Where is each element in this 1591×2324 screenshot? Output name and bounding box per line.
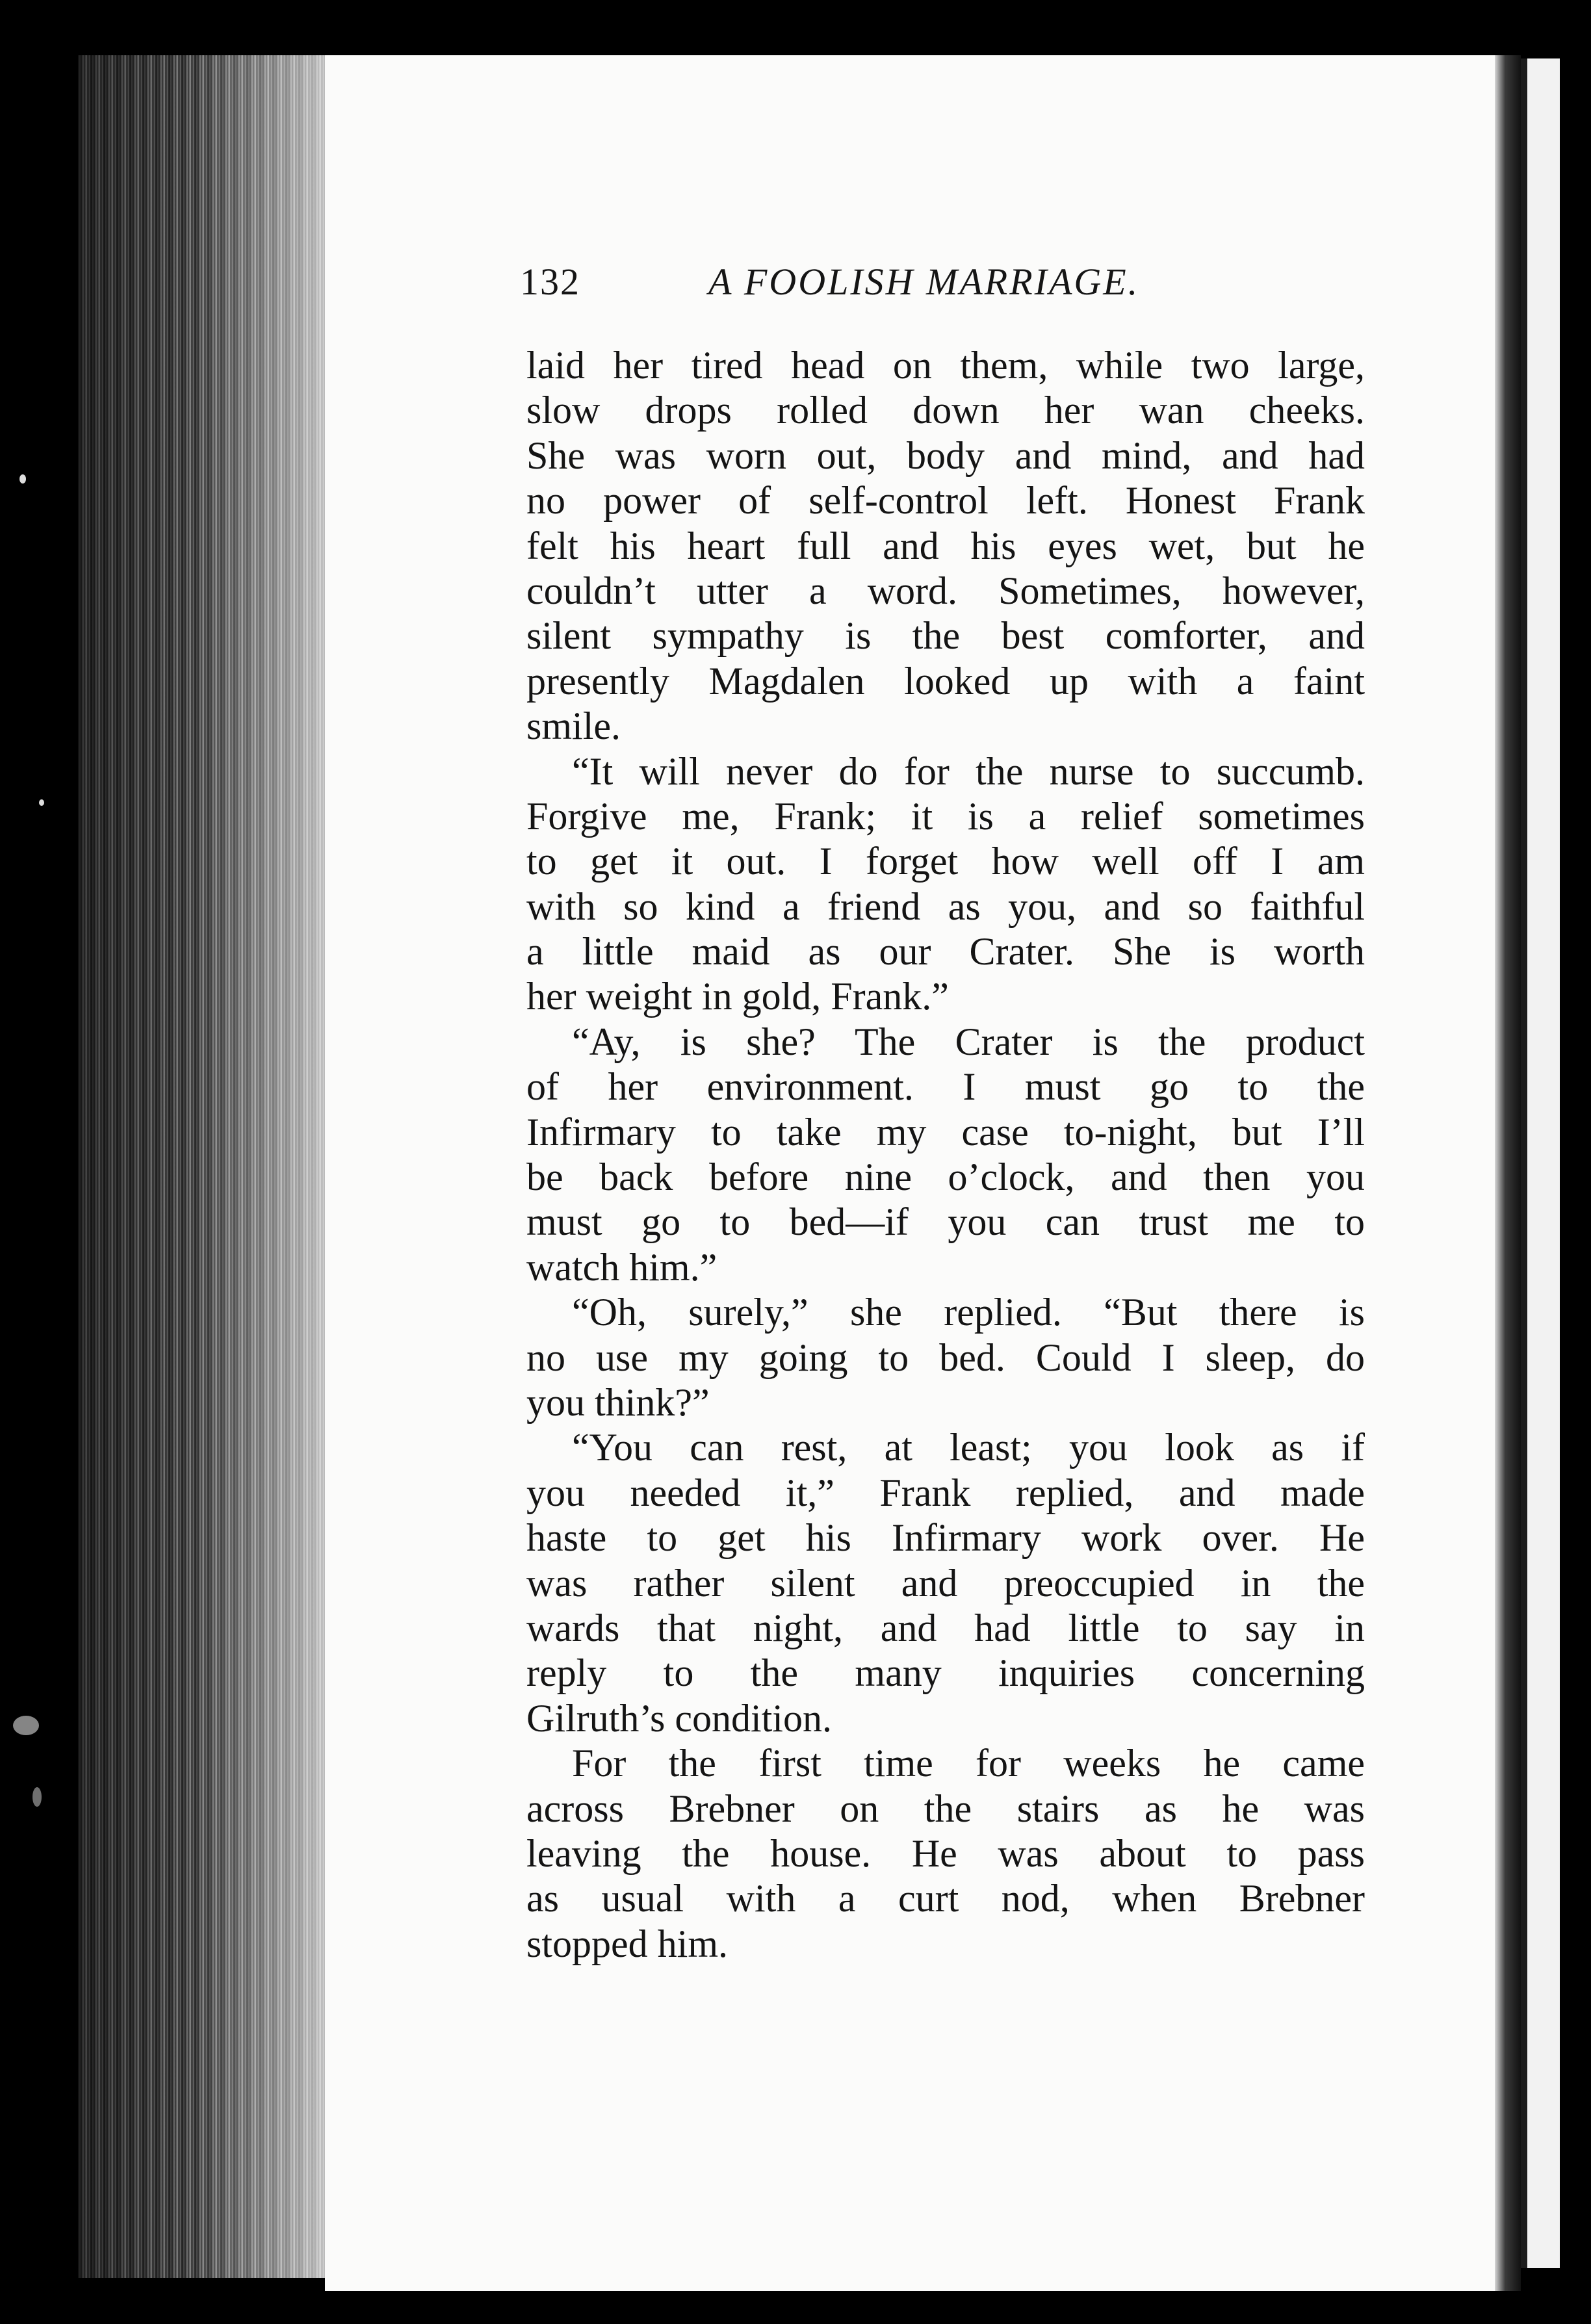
text-line: slow drops rolled down her wan cheeks. bbox=[526, 389, 1365, 432]
facing-page-edge bbox=[1521, 58, 1560, 2268]
text-line: leaving the house. He was about to pass bbox=[526, 1831, 1365, 1875]
text-line: “Ay, is she? The Crater is the product bbox=[572, 1020, 1365, 1063]
text-line: For the first time for weeks he came bbox=[572, 1742, 1365, 1785]
page-number: 132 bbox=[520, 261, 580, 303]
text-line: reply to the many inquiries concerning bbox=[526, 1651, 1365, 1695]
text-line: be back before nine o’clock, and then you bbox=[526, 1156, 1365, 1199]
running-head bbox=[520, 260, 1287, 318]
text-line: no power of self-control left. Honest Frank bbox=[526, 479, 1365, 523]
text-line: “It will never do for the nurse to succumb. bbox=[572, 749, 1365, 793]
text-line: must go to bed—if you can trust me to bbox=[526, 1200, 1365, 1244]
text-line: with so kind a friend as you, and so faithful bbox=[526, 884, 1365, 928]
text-line: Forgive me, Frank; it is a relief sometimes bbox=[526, 794, 1365, 838]
text-line: “You can rest, at least; you look as if bbox=[572, 1426, 1365, 1469]
body-text bbox=[526, 343, 1365, 1967]
text-line: presently Magdalen looked up with a faint bbox=[526, 659, 1365, 703]
text-line: haste to get his Infirmary work over. He bbox=[526, 1516, 1365, 1560]
scan-speck bbox=[13, 1716, 39, 1735]
text-line: watch him.” bbox=[526, 1245, 718, 1289]
text-line: her weight in gold, Frank.” bbox=[526, 975, 949, 1018]
text-line: felt his heart full and his eyes wet, but he bbox=[526, 524, 1365, 567]
text-line: Gilruth’s condition. bbox=[526, 1696, 832, 1740]
text-line: no use my going to bed. Could I sleep, do bbox=[526, 1336, 1365, 1379]
text-line: as usual with a curt nod, when Brebner bbox=[526, 1877, 1365, 1920]
text-line: couldn’t utter a word. Sometimes, however, bbox=[526, 569, 1365, 612]
text-line: you think?” bbox=[526, 1380, 710, 1424]
text-line: stopped him. bbox=[526, 1922, 728, 1965]
text-line: to get it out. I forget how well off I am bbox=[526, 840, 1365, 883]
text-line: smile. bbox=[526, 704, 621, 748]
scan-speck bbox=[39, 799, 44, 806]
text-line: silent sympathy is the best comforter, and bbox=[526, 614, 1365, 658]
text-line: laid her tired head on them, while two large, bbox=[526, 344, 1365, 387]
text-line: was rather silent and preoccupied in the bbox=[526, 1561, 1365, 1605]
scan-speck bbox=[19, 474, 26, 484]
text-line: “Oh, surely,” she replied. “But there is bbox=[572, 1291, 1365, 1334]
scan-speck bbox=[32, 1787, 42, 1807]
gutter-shadow bbox=[1495, 55, 1521, 2291]
page-edges bbox=[78, 55, 331, 2278]
text-line: Infirmary to take my case to-night, but I’ll bbox=[526, 1110, 1365, 1154]
text-line: you needed it,” Frank replied, and made bbox=[526, 1471, 1365, 1514]
running-title: A FOOLISH MARRIAGE. bbox=[708, 261, 1140, 303]
text-line: a little maid as our Crater. She is worth bbox=[526, 930, 1365, 974]
text-line: She was worn out, body and mind, and had bbox=[526, 433, 1365, 477]
text-line: of her environment. I must go to the bbox=[526, 1065, 1365, 1109]
text-line: wards that night, and had little to say in bbox=[526, 1606, 1365, 1649]
text-line: across Brebner on the stairs as he was bbox=[526, 1787, 1365, 1830]
